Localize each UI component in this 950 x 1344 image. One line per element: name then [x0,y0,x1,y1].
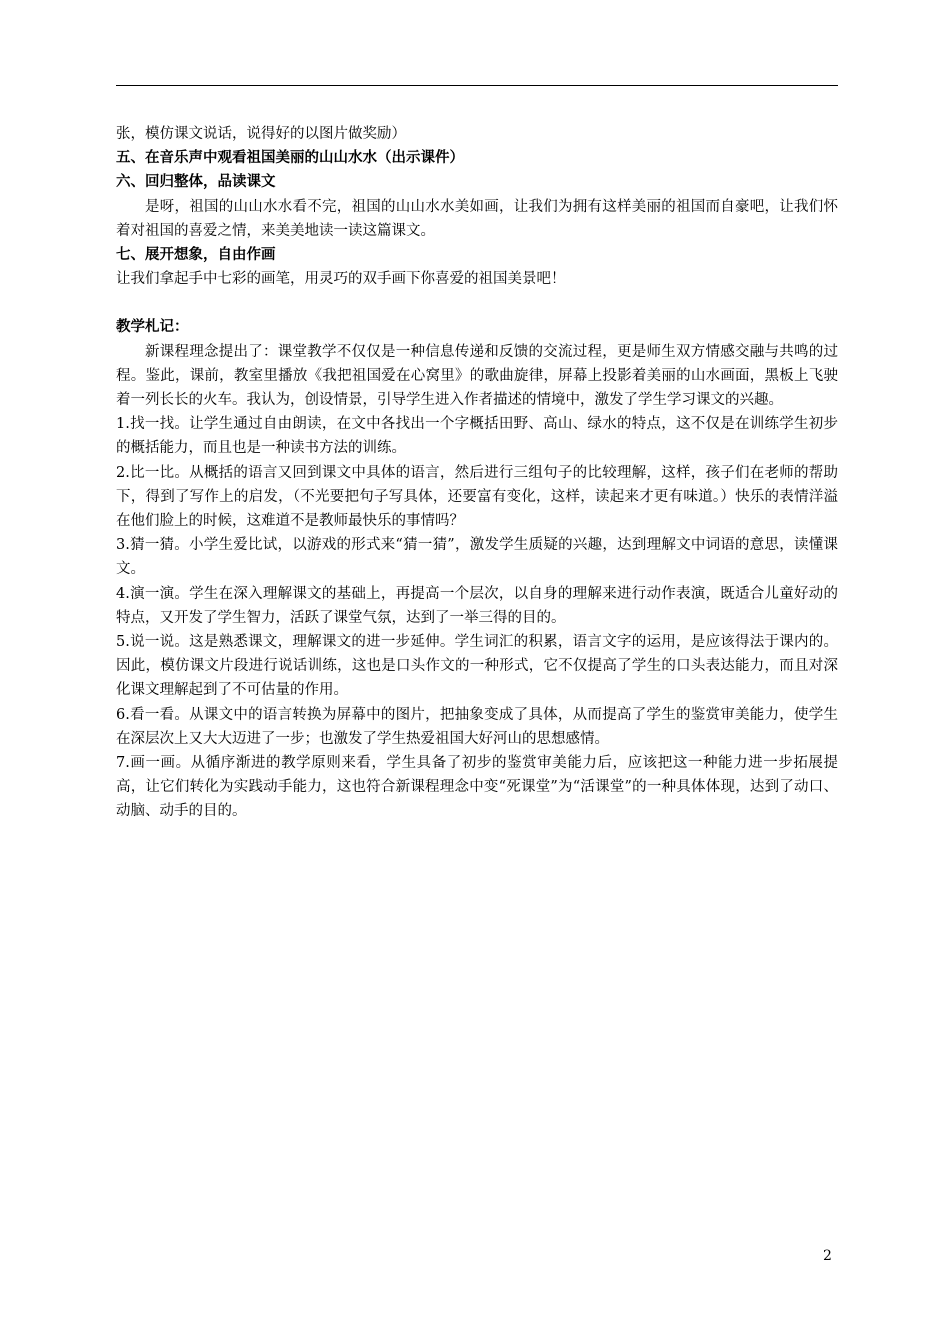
notes-heading: 教学札记： [116,318,189,336]
continued-line: 张，模仿课文说话，说得好的以图片做奖励） [116,126,406,142]
page-number: 2 [823,1248,832,1264]
notes-item-1: 1.找一找。让学生通过自由朗读，在文中各找出一个字概括田野、高山、绿水的特点，这不仅是在训练学生初步的概括能力，而且也是一种读书方法的训练。 [116,416,838,457]
notes-item-5: 5.说一说。这是熟悉课文，理解课文的进一步延伸。学生词汇的积累，语言文字的运用，是应该得法于课内的。因此，模仿课文片段进行说话训练，这也是口头作文的一种形式，它不仅提高了学生的口头表达能力，而且对深化课文理解起到了不可估量的作用。 [116,634,838,699]
notes-item-7: 7.画一画。从循序渐进的教学原则来看，学生具备了初步的鉴赏审美能力后，应该把这一种能力进一步拓展提高，让它们转化为实践动手能力，这也符合新课程理念中变“死课堂”为“活课堂”的一种具体体现，达到了动口、动脑、动手的目的。 [116,755,838,820]
notes-intro: 新课程理念提出了：课堂教学不仅仅是一种信息传递和反馈的交流过程，更是师生双方情感交融与共鸣的过程。鉴此，课前，教室里播放《我把祖国爱在心窝里》的歌曲旋律，屏幕上投影着美丽的山水画面，黑板上飞驶着一列长长的火车。我认为，创设情景，引导学生进入作者描述的情境中，激发了学生学习课文的兴趣。 [116,343,838,409]
step7-paragraph: 让我们拿起手中七彩的画笔，用灵巧的双手画下你喜爱的祖国美景吧！ [116,271,566,288]
notes-item-2: 2.比一比。从概括的语言又回到课文中具体的语言，然后进行三组句子的比较理解，这样，孩子们在老师的帮助下，得到了写作上的启发，（不光要把句子写具体，还要富有变化，这样，读起来才更有味道。）快乐的表情洋溢在他们脸上的时候，这难道不是教师最快乐的事情吗？ [116,464,838,530]
notes-item-4: 4.演一演。学生在深入理解课文的基础上，再提高一个层次，以自身的理解来进行动作表演，既适合儿童好动的特点，又开发了学生智力，活跃了课堂气氛，达到了一举三得的目的。 [116,585,838,626]
notes-item-6: 6.看一看。从课文中的语言转换为屏幕中的图片，把抽象变成了具体，从而提高了学生的鉴赏审美能力，使学生在深层次上又大大迈进了一步；也激发了学生热爱祖国大好河山的思想感情。 [116,706,838,747]
header-rule [116,85,838,86]
step5-heading: 五、在音乐声中观看祖国美丽的山山水水（出示课件） [116,149,464,167]
step7-heading: 七、展开想象，自由作画 [116,246,276,264]
document-body [116,122,838,824]
section-gap [116,291,838,315]
notes-item-3: 3.猜一猜。小学生爱比试，以游戏的形式来“猜一猜”，激发学生质疑的兴趣，达到理解文中词语的意思，读懂课文。 [116,537,838,578]
step6-paragraph: 是呀，祖国的山山水水看不完，祖国的山山水水美如画，让我们为拥有这样美丽的祖国而自豪吧，让我们怀着对祖国的喜爱之情，来美美地读一读这篇课文。 [116,198,838,239]
step6-heading: 六、回归整体，品读课文 [116,173,276,191]
